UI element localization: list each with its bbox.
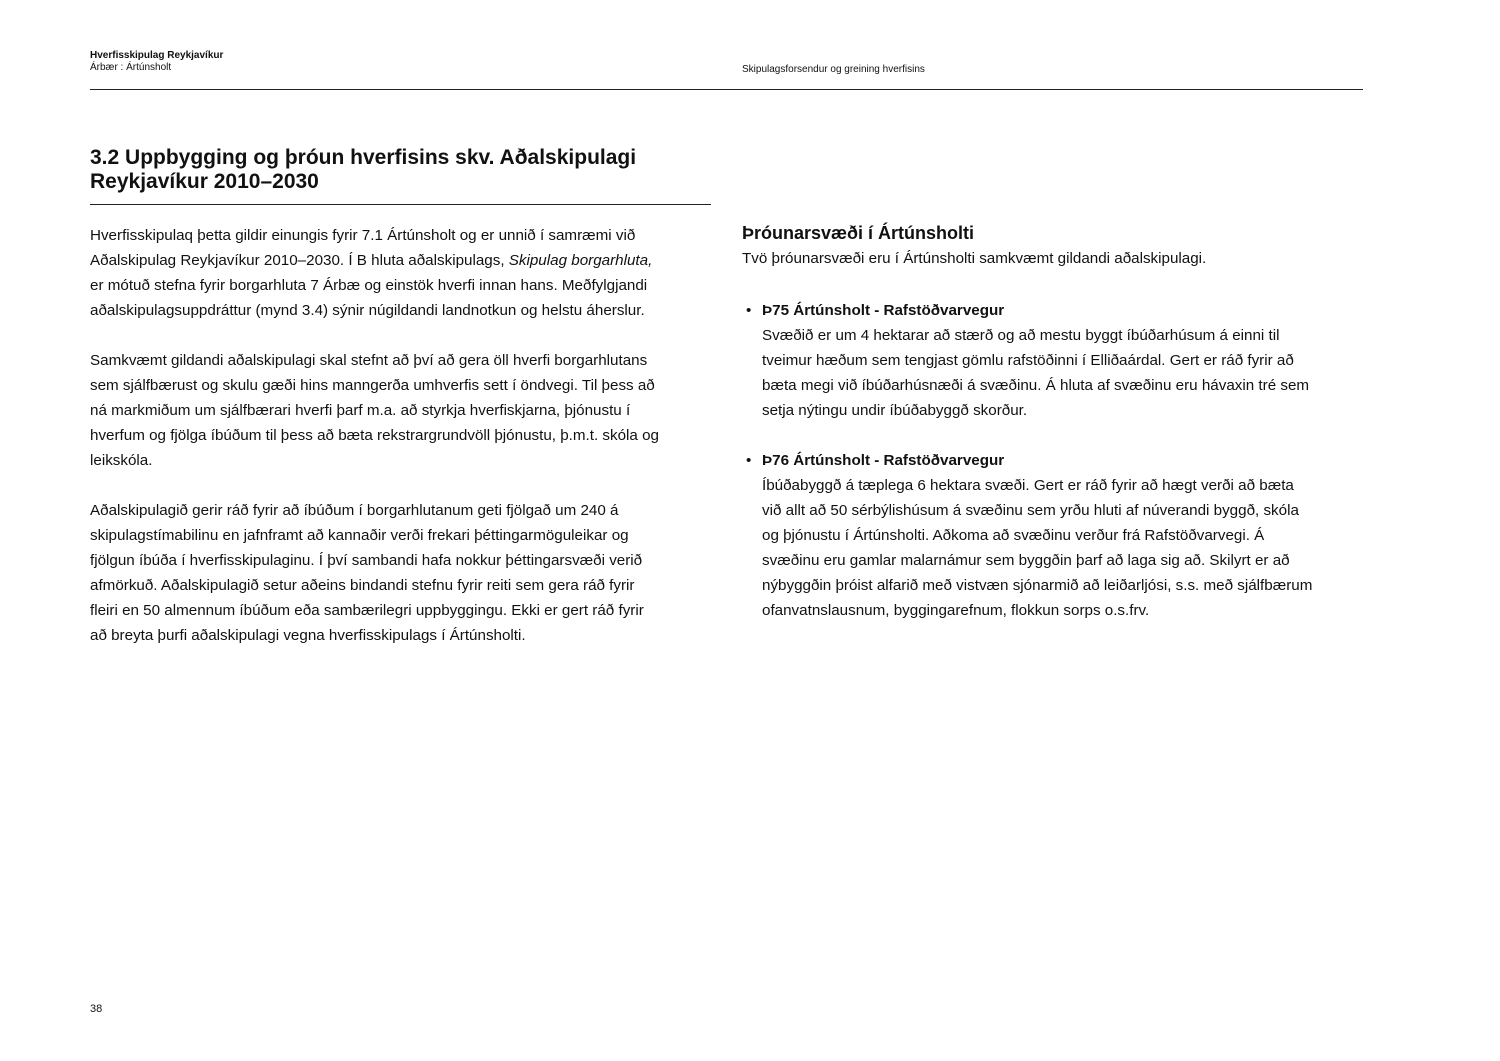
page-number: 38	[90, 1003, 103, 1015]
document-subtitle: Árbær : Ártúnsholt	[90, 62, 172, 73]
header-divider	[90, 89, 1363, 90]
text-line: Íbúðabyggð á tæplega 6 hektara svæði. Gert er ráð fyrir að hægt verði að bæta	[762, 477, 1294, 494]
text-line: leikskóla.	[90, 452, 153, 469]
title-divider	[90, 204, 711, 205]
text-line: fjölgun íbúða í hverfisskipulaginu. Í því sambandi hafa nokkur þéttingarsvæði verið	[90, 552, 643, 569]
text-line: setja nýtingu undir íbúðabyggð skorður.	[762, 402, 1028, 419]
text-line: aðalskipulagsuppdráttur (mynd 3.4) sýnir núgildandi landnotkun og helstu áherslur.	[90, 302, 645, 319]
paragraph-3	[90, 498, 644, 648]
section-label: Skipulagsforsendur og greining hverfisins	[742, 64, 925, 75]
text-line: tveimur hæðum sem tengjast gömlu rafstöðinni í Elliðaárdal. Gert er ráð fyrir að	[762, 352, 1294, 369]
document-title: Hverfisskipulag Reykjavíkur	[90, 50, 224, 61]
text-line: hverfum og fjölga íbúðum til þess að bæta rekstrargrundvöll þjónustu, þ.m.t. skóla og	[90, 427, 659, 444]
text-line: fleiri en 50 almennum íbúðum eða sambærilegri uppbyggingu. Ekki er gert ráð fyrir	[90, 602, 644, 619]
bullet-icon: •	[746, 452, 752, 469]
text-line: skipulagstímabilinu en jafnframt að kannaðir verði frekari þéttingarmöguleikar og	[90, 527, 629, 544]
list-item-title: Þ76 Ártúnsholt - Rafstöðvarvegur	[762, 452, 1005, 469]
text-line: bæta megi við íbúðarhúsnæði á svæðinu. Á hluta af svæðinu eru hávaxin tré sem	[762, 377, 1310, 394]
section-title-line: Reykjavíkur 2010–2030	[90, 170, 319, 193]
text-line: er mótuð stefna fyrir borgarhluta 7 Árbæ og einstök hverfi innan hans. Meðfylgjandi	[90, 277, 648, 294]
subsection-intro: Tvö þróunarsvæði eru í Ártúnsholti samkvæmt gildandi aðalskipulagi.	[742, 250, 1207, 267]
text-line: Hverfisskipulaq þetta gildir einungis fyrir 7.1 Ártúnsholt og er unnið í samræmi við	[90, 227, 636, 244]
text-line: Svæðið er um 4 hektarar að stærð og að mestu byggt íbúðarhúsum á einni til	[762, 327, 1280, 344]
list-item	[746, 448, 1312, 623]
paragraph-2	[90, 348, 659, 473]
text-line: nýbyggðin þróist alfarið með vistvæn sjónarmið að leiðarljósi, s.s. með sjálfbærum	[762, 577, 1313, 594]
section-title-line: 3.2 Uppbygging og þróun hverfisins skv. Aðalskipulagi	[90, 146, 637, 169]
list-item	[746, 298, 1309, 423]
text-line: afmörkuð. Aðalskipulagið setur aðeins bindandi stefnu fyrir reiti sem gera ráð fyrir	[90, 577, 635, 594]
text-line	[90, 248, 652, 273]
text-line: ná markmiðum um sjálfbærari hverfi þarf m.a. að styrkja hverfiskjarna, þjónustu í	[90, 402, 631, 419]
list-item-title: Þ75 Ártúnsholt - Rafstöðvarvegur	[762, 302, 1005, 319]
italic-reference: Skipulag borgarhluta,	[508, 252, 653, 269]
text-line: ofanvatnslausnum, byggingarefnum, flokkun sorps o.s.frv.	[762, 602, 1150, 619]
text-line: Aðalskipulagið gerir ráð fyrir að íbúðum í borgarhlutanum geti fjölgað um 240 á	[90, 502, 619, 519]
paragraph-1	[90, 223, 652, 323]
text-line: svæðinu eru gamlar malarnámur sem byggðin þarf að laga sig að. Skilyrt er að	[762, 552, 1290, 569]
text-line: Samkvæmt gildandi aðalskipulagi skal stefnt að því að gera öll hverfi borgarhlutans	[90, 352, 648, 369]
text-line: sem sjálfbærust og skulu gæði hins manngerða umhverfis sett í öndvegi. Til þess að	[90, 377, 655, 394]
text-line: að breyta þurfi aðalskipulagi vegna hverfisskipulags í Ártúnsholti.	[90, 627, 526, 644]
section-title	[90, 146, 730, 194]
subsection-heading: Þróunarsvæði í Ártúnsholti	[742, 223, 975, 243]
text-line: við allt að 50 sérbýlishúsum á svæðinu sem yrðu hluti af núverandi byggð, skóla	[762, 502, 1299, 519]
bullet-icon: •	[746, 302, 752, 319]
text-segment: Aðalskipulag Reykjavíkur 2010–2030. Í B hluta aðalskipulags,	[90, 252, 509, 269]
text-line: og þjónustu í Ártúnsholti. Aðkoma að svæðinu verður frá Rafstöðvarvegi. Á	[762, 527, 1265, 544]
